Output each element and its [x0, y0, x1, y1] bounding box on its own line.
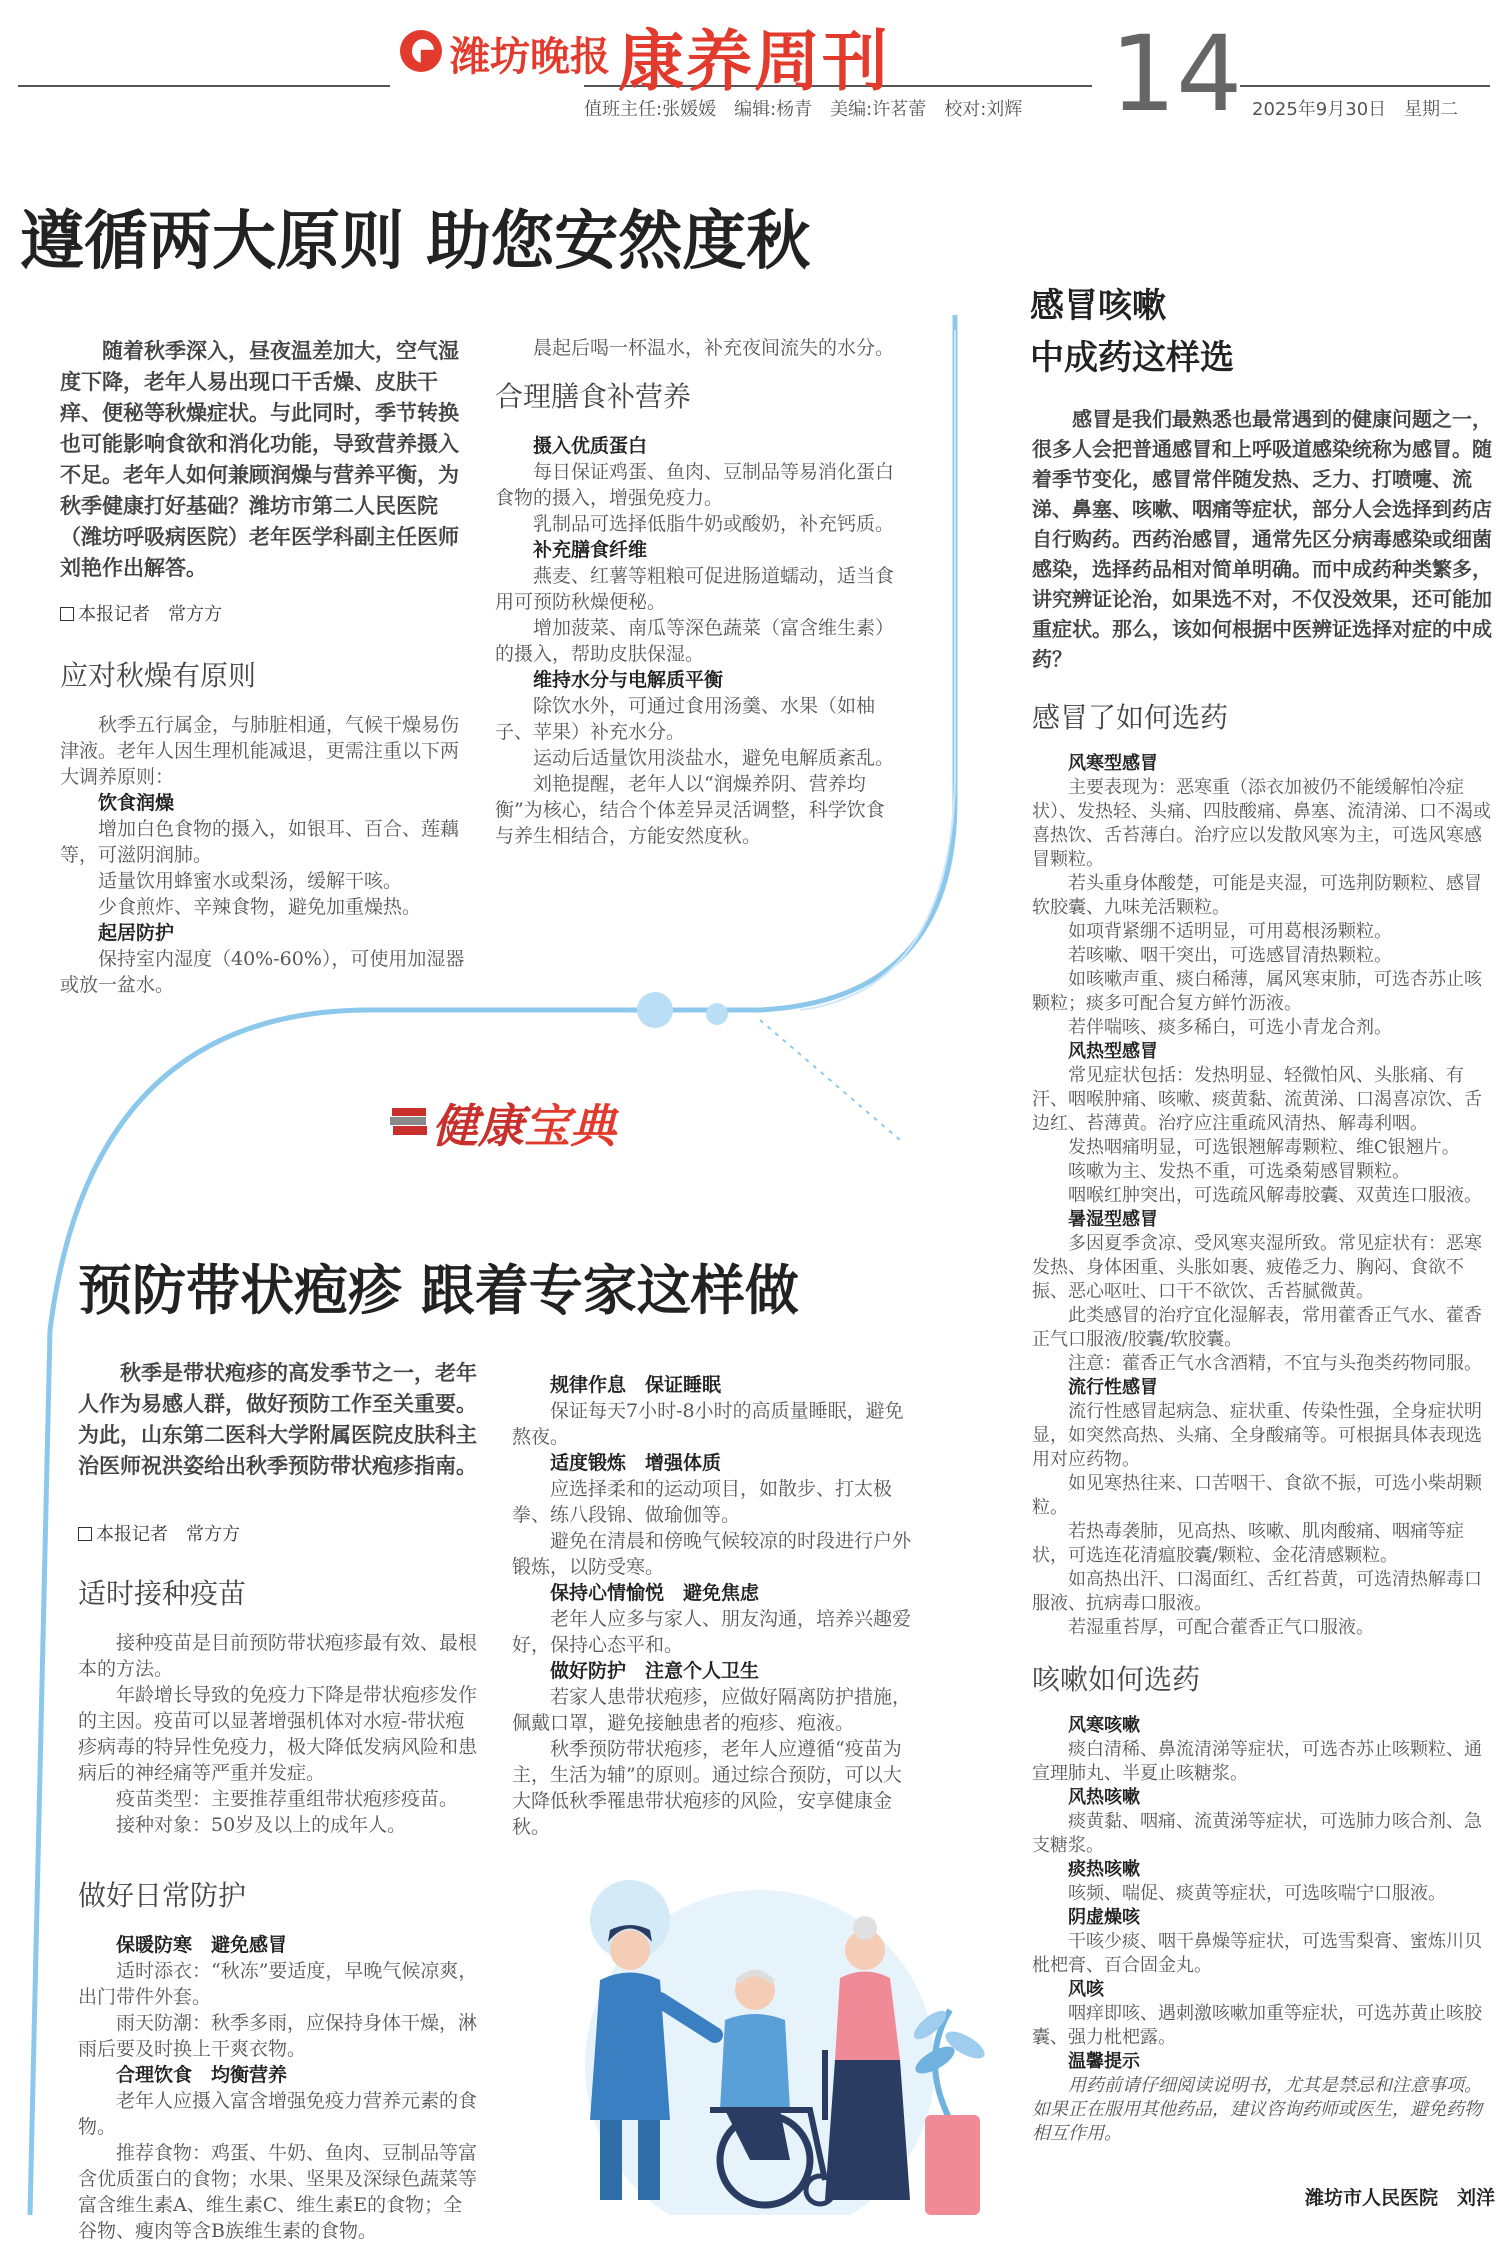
- article3-sec2-title: 咳嗽如何选药: [1032, 1663, 1201, 1696]
- article2-byline: 本报记者 常方方: [78, 1520, 240, 1546]
- paragraph: 咳频、喘促、痰黄等症状，可选咳喘宁口服液。: [1068, 1883, 1446, 1904]
- article2-sec2-title: 做好日常防护: [78, 1879, 247, 1912]
- article2-headline: 预防带状疱疹 跟着专家这样做: [78, 1259, 799, 1322]
- article3-title-line1: 感冒咳嗽: [1030, 286, 1166, 326]
- healthcare-illustration: [480, 1860, 1000, 2215]
- article3-sec1-title: 感冒了如何选药: [1032, 701, 1229, 734]
- paragraph: 此类感冒的治疗宜化湿解表，常用藿香正气水、藿香正气口服液/胶囊/软胶囊。: [1032, 1305, 1482, 1350]
- paragraph: 注意：藿香正气水含酒精，不宜与头孢类药物同服。: [1068, 1353, 1482, 1374]
- paragraph: 适量饮用蜂蜜水或梨汤，缓解干咳。: [98, 870, 403, 892]
- book-icon: [390, 1104, 430, 1138]
- warm-tips-text: 用药前请仔细阅读说明书，尤其是禁忌和注意事项。如果正在服用其他药品，建议咨询药师或医生，避免药物相互作用。: [1032, 2075, 1482, 2144]
- supplement-title: 康养周刊: [618, 23, 890, 100]
- paragraph: 少食煎炸、辛辣食物，避免加重燥热。: [98, 896, 422, 918]
- paragraph: 如咳嗽声重、痰白稀薄，属风寒束肺，可选杏苏止咳颗粒；痰多可配合复方鲜竹沥液。: [1032, 969, 1482, 1014]
- paragraph: 避免在清晨和傍晚气候较凉的时段进行户外锻炼，以防受寒。: [512, 1530, 912, 1578]
- subheading: 摄入优质蛋白: [533, 435, 648, 457]
- paragraph: 接种对象：50岁及以上的成年人。: [116, 1814, 407, 1836]
- article1-col-left: [60, 640, 470, 998]
- paragraph: 若伴喘咳、痰多稀白，可选小青龙合剂。: [1068, 1017, 1392, 1038]
- article1-lead-text: 随着秋季深入，昼夜温差加大，空气湿度下降，老年人易出现口干舌燥、皮肤干痒、便秘等秋燥症状。与此同时，季节转换也可能影响食欲和消化功能，导致营养摄入不足。老年人如何兼顾润燥与营养平衡，为秋季健康打好基础？潍坊市第二人民医院（潍坊呼吸病医院）老年医学科副主任医师刘艳作出解答。: [60, 339, 459, 580]
- paragraph: 增加菠菜、南瓜等深色蔬菜（富含维生素）的摄入，帮助皮肤保湿。: [495, 617, 895, 665]
- subheading: 做好防护 注意个人卫生: [550, 1660, 760, 1682]
- issue-date: 2025年9月30日 星期二: [1252, 99, 1459, 120]
- paragraph: 若咳嗽、咽干突出，可选感冒清热颗粒。: [1068, 945, 1392, 966]
- paragraph: 若湿重苔厚，可配合藿香正气口服液。: [1068, 1617, 1374, 1638]
- article3-lead: [1032, 404, 1495, 674]
- paragraph: 燕麦、红薯等粗粮可促进肠道蠕动，适当食用可预防秋燥便秘。: [495, 565, 895, 613]
- paragraph: 增加白色食物的摄入，如银耳、百合、莲藕等，可滋阴润肺。: [60, 818, 460, 866]
- column-logo-part2: 宝典: [524, 1099, 616, 1153]
- subheading: 风咳: [1068, 1979, 1104, 2000]
- subheading: 阴虚燥咳: [1068, 1907, 1140, 1928]
- paragraph: 如高热出汗、口渴面红、舌红苔黄，可选清热解毒口服液、抗病毒口服液。: [1032, 1569, 1482, 1614]
- paragraph: 咽喉红肿突出，可选疏风解毒胶囊、双黄连口服液。: [1068, 1185, 1482, 1206]
- staff-credits: 值班主任:张媛媛 编辑:杨青 美编:许茗蕾 校对:刘辉: [584, 99, 1023, 120]
- subheading: 适度锻炼 增强体质: [550, 1452, 722, 1474]
- article3-title: [1030, 280, 1234, 384]
- article3-body: [1032, 686, 1495, 2146]
- paragraph: 每日保证鸡蛋、鱼肉、豆制品等易消化蛋白食物的摄入，增强免疫力。: [495, 461, 895, 509]
- paragraph: 秋季五行属金，与肺脏相通，气候干燥易伤津液。老年人因生理机能减退，更需注重以下两大调养原则：: [60, 714, 460, 788]
- article1-sec2-title: 合理膳食补营养: [495, 380, 692, 413]
- paragraph: 干咳少痰、咽干鼻燥等症状，可选雪梨膏、蜜炼川贝枇杷膏、百合固金丸。: [1032, 1931, 1482, 1976]
- subheading: 维持水分与电解质平衡: [533, 669, 724, 691]
- paragraph: 痰白清稀、鼻流清涕等症状，可选杏苏止咳颗粒、通宣理肺丸、半夏止咳糖浆。: [1032, 1739, 1482, 1784]
- subheading: 暑湿型感冒: [1068, 1209, 1158, 1230]
- paragraph: 常见症状包括：发热明显、轻微怕风、头胀痛、有汗、咽喉肿痛、咳嗽、痰黄黏、流黄涕、口渴喜凉饮、舌边红、苔薄黄。治疗应注重疏风清热、解毒利咽。: [1032, 1065, 1482, 1134]
- paragraph: 适时添衣：“秋冻”要适度，早晚气候凉爽，出门带件外套。: [78, 1960, 478, 2008]
- paragraph: 如见寒热往来、口苦咽干、食欲不振，可选小柴胡颗粒。: [1032, 1473, 1482, 1518]
- article1-sec1-title: 应对秋燥有原则: [60, 659, 257, 692]
- paragraph: 主要表现为：恶寒重（添衣加被仍不能缓解怕冷症状）、发热轻、头痛、四肢酸痛、鼻塞、流清涕、口不渴或喜热饮、舌苔薄白。治疗应以发散风寒为主，可选风寒感冒颗粒。: [1032, 777, 1491, 870]
- paragraph: 疫苗类型：主要推荐重组带状疱疹疫苗。: [116, 1788, 459, 1810]
- subheading: 风寒型感冒: [1068, 753, 1158, 774]
- paragraph: 如项背紧绷不适明显，可用葛根汤颗粒。: [1068, 921, 1392, 942]
- subheading: 风寒咳嗽: [1068, 1715, 1140, 1736]
- paragraph: 推荐食物：鸡蛋、牛奶、鱼肉、豆制品等富含优质蛋白的食物；水果、坚果及深绿色蔬菜等富含维生素A、维生素C、维生素E的食物；全谷物、瘦肉等含B族维生素的食物。: [78, 2142, 478, 2242]
- subheading: 饮食润燥: [98, 792, 175, 814]
- paragraph: 接种疫苗是目前预防带状疱疹最有效、最根本的方法。: [78, 1632, 478, 1680]
- column-logo-part1: 健康: [432, 1099, 524, 1153]
- paragraph: 若热毒袭肺，见高热、咳嗽、肌肉酸痛、咽痛等症状，可选连花清瘟胶囊/颗粒、金花清感颗粒。: [1032, 1521, 1464, 1566]
- paragraph: 应选择柔和的运动项目，如散步、打太极拳、练八段锦、做瑜伽等。: [512, 1478, 893, 1526]
- article2-lead-text: 秋季是带状疱疹的高发季节之一，老年人作为易感人群，做好预防工作至关重要。为此，山东第二医科大学附属医院皮肤科主治医师祝洪姿给出秋季预防带状疱疹指南。: [78, 1361, 477, 1478]
- article1-col-right: [495, 335, 900, 849]
- paragraph: 老年人应多与家人、朋友沟通，培养兴趣爱好，保持心态平和。: [512, 1608, 912, 1656]
- subheading: 合理饮食 均衡营养: [116, 2064, 288, 2086]
- paragraph: 咳嗽为主、发热不重，可选桑菊感冒颗粒。: [1068, 1161, 1410, 1182]
- subheading: 温馨提示: [1068, 2051, 1140, 2072]
- subheading: 流行性感冒: [1068, 1377, 1158, 1398]
- paragraph: 秋季预防带状疱疹，老年人应遵循“疫苗为主，生活为辅”的原则。通过综合预防，可以大大降低秋季罹患带状疱疹的风险，安享健康金秋。: [512, 1738, 902, 1838]
- paragraph: 多因夏季贪凉、受风寒夹湿所致。常见症状有：恶寒发热、身体困重、头胀如裹、疲倦乏力、胸闷、食欲不振、恶心呕吐、口干不欲饮、舌苔腻微黄。: [1032, 1233, 1482, 1302]
- paragraph: 流行性感冒起病急、症状重、传染性强，全身症状明显，如突然高热、头痛、全身酸痛等。可根据具体表现选用对应药物。: [1032, 1401, 1482, 1470]
- paragraph: 刘艳提醒，老年人以“润燥养阴、营养均衡”为核心，结合个体差异灵活调整，科学饮食与养生相结合，方能安然度秋。: [495, 773, 885, 847]
- article1-byline: 本报记者 常方方: [60, 600, 222, 626]
- article3-title-line2: 中成药这样选: [1030, 338, 1234, 378]
- subheading: 风热型感冒: [1068, 1041, 1158, 1062]
- article2-lead: [78, 1358, 478, 1482]
- brand-name: 潍坊晚报: [450, 34, 610, 80]
- paragraph: 痰黄黏、咽痛、流黄涕等症状，可选肺力咳合剂、急支糖浆。: [1032, 1811, 1482, 1856]
- article3-source: 潍坊市人民医院 刘洋: [1305, 2187, 1496, 2209]
- subheading: 痰热咳嗽: [1068, 1859, 1140, 1880]
- paragraph: 咽痒即咳、遇刺激咳嗽加重等症状，可选苏黄止咳胶囊、强力枇杷露。: [1032, 2003, 1482, 2048]
- paragraph: 雨天防潮：秋季多雨，应保持身体干燥，淋雨后要及时换上干爽衣物。: [78, 2012, 478, 2060]
- article1-lead: [60, 336, 470, 584]
- page-number: 14: [1110, 13, 1243, 135]
- subheading: 规律作息 保证睡眠: [550, 1374, 722, 1396]
- article1-headline: 遵循两大原则 助您安然度秋: [20, 205, 811, 279]
- article2-col-right: [512, 1372, 917, 1840]
- paragraph: 年龄增长导致的免疫力下降是带状疱疹发作的主因。疫苗可以显著增强机体对水痘-带状疱疹病毒的特异性免疫力，极大降低发病风险和患病后的神经痛等严重并发症。: [78, 1684, 478, 1784]
- paragraph: 若头重身体酸楚，可能是夹湿，可选荆防颗粒、感冒软胶囊、九味羌活颗粒。: [1032, 873, 1482, 918]
- paragraph: 晨起后喝一杯温水，补充夜间流失的水分。: [533, 337, 895, 359]
- paragraph: 保持室内湿度（40%-60%），可使用加湿器或放一盆水。: [60, 948, 465, 996]
- paragraph: 发热咽痛明显，可选银翘解毒颗粒、维C银翘片。: [1068, 1137, 1460, 1158]
- article2-col-left: [78, 1558, 478, 2244]
- paragraph: 保证每天7小时-8小时的高质量睡眠，避免熬夜。: [512, 1400, 904, 1448]
- paragraph: 老年人应摄入富含增强免疫力营养元素的食物。: [78, 2090, 478, 2138]
- subheading: 起居防护: [98, 922, 175, 944]
- subheading: 保持心情愉悦 避免焦虑: [550, 1582, 760, 1604]
- subheading: 保暖防寒 避免感冒: [116, 1934, 288, 1956]
- paragraph: 运动后适量饮用淡盐水，避免电解质紊乱。: [533, 747, 895, 769]
- column-logo: [432, 1090, 616, 1156]
- subheading: 补充膳食纤维: [533, 539, 648, 561]
- paragraph: 乳制品可选择低脂牛奶或酸奶，补充钙质。: [533, 513, 895, 535]
- paragraph: 若家人患带状疱疹，应做好隔离防护措施，佩戴口罩，避免接触患者的疱疹、疱液。: [512, 1686, 912, 1734]
- article2-sec1-title: 适时接种疫苗: [78, 1577, 247, 1610]
- paragraph: 除饮水外，可通过食用汤羹、水果（如柚子、苹果）补充水分。: [495, 695, 876, 743]
- article3-lead-text: 感冒是我们最熟悉也最常遇到的健康问题之一，很多人会把普通感冒和上呼吸道感染统称为感冒。随着季节变化，感冒常伴随发热、乏力、打喷嚏、流涕、鼻塞、咳嗽、咽痛等症状，部分人会选择到药店自行购药。西药治感冒，通常先区分病毒感染或细菌感染，选择药品相对简单明确。而中成药种类繁多，讲究辨证论治，如果选不对，不仅没效果，还可能加重症状。那么，该如何根据中医辨证选择对症的中成药？: [1032, 407, 1492, 671]
- subheading: 风热咳嗽: [1068, 1787, 1140, 1808]
